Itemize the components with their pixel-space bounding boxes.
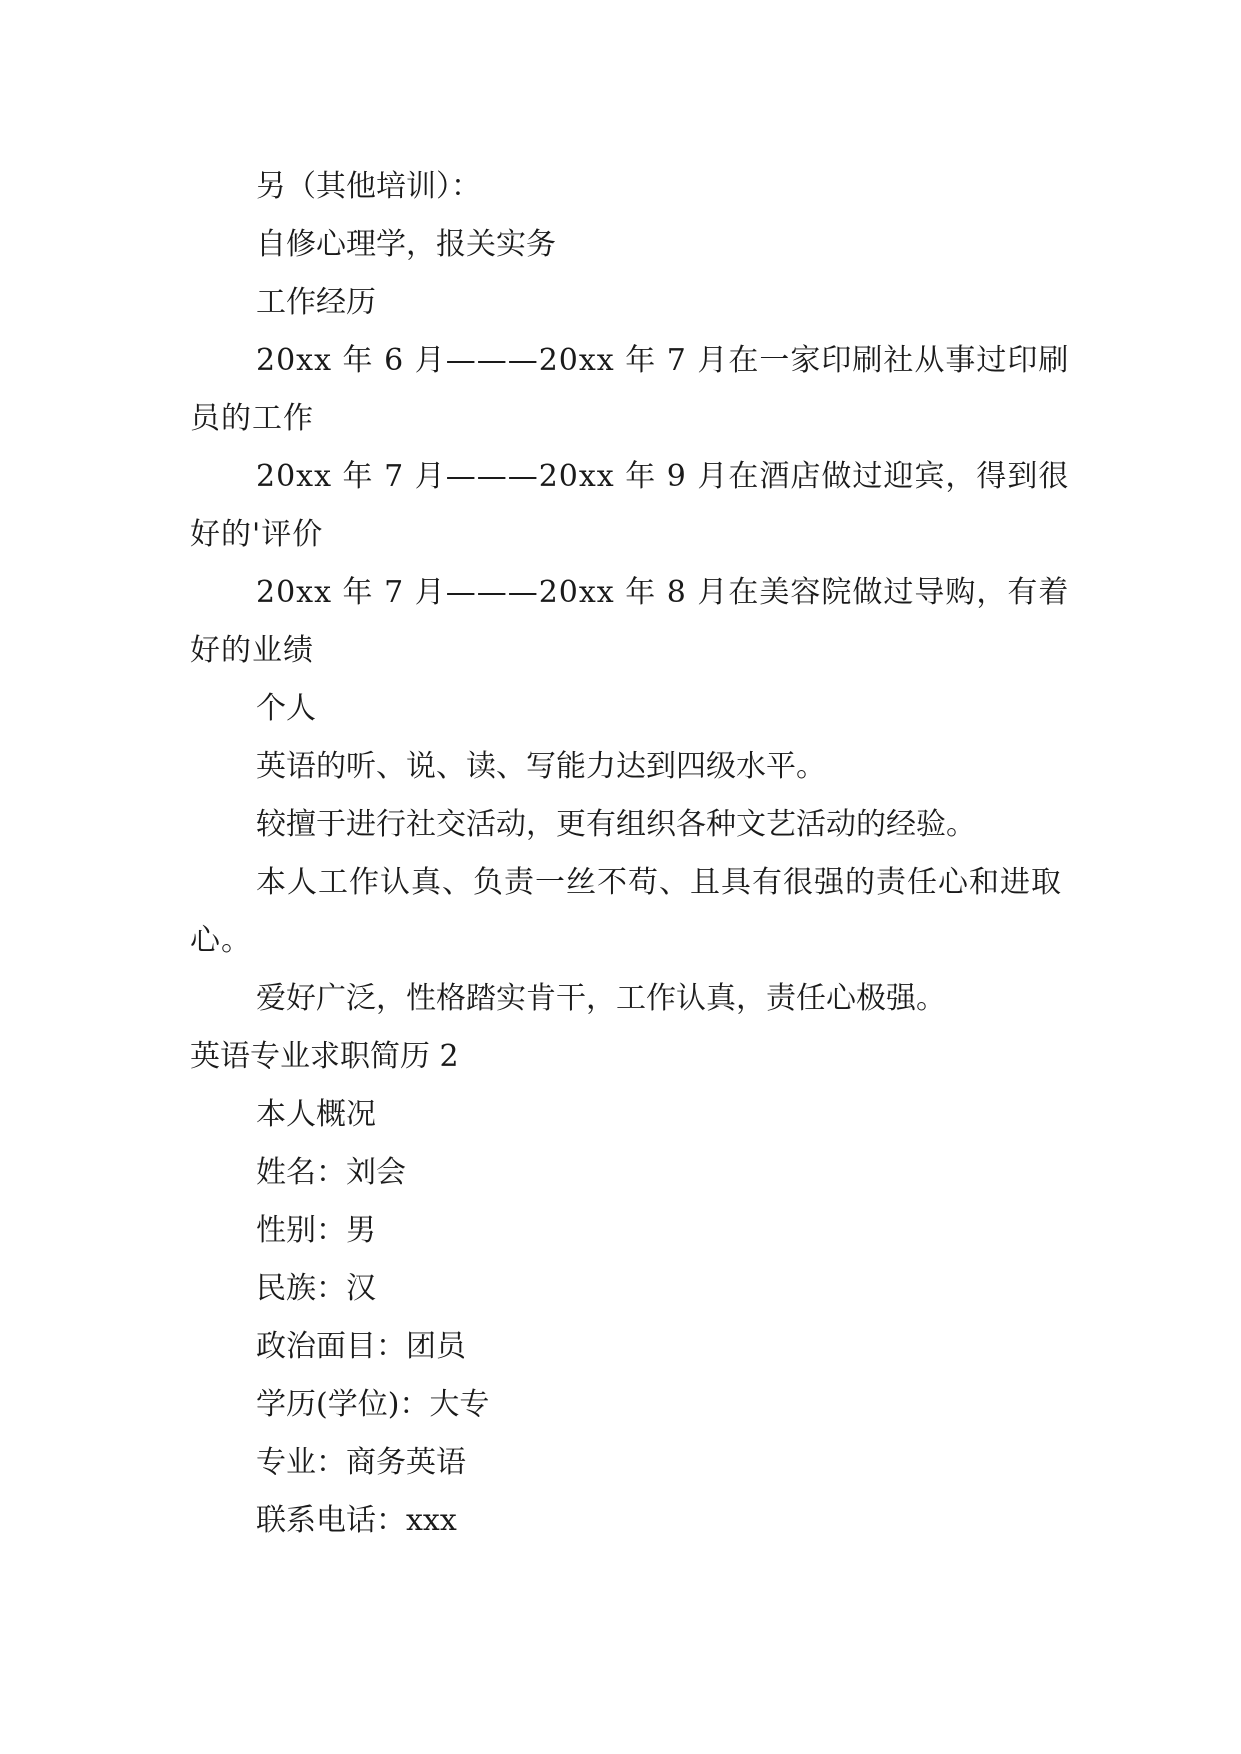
work-item-printing: 20xx 年 6 月———20xx 年 7 月在一家印刷社从事过印刷员的工作 xyxy=(190,343,1070,436)
paragraph-work-attitude: 本人工作认真、负责一丝不苟、且具有很强的责任心和进取心。 xyxy=(190,865,1062,958)
field-education: 学历(学位)：大专 xyxy=(256,1387,490,1422)
work-item-hotel: 20xx 年 7 月———20xx 年 9 月在酒店做过迎宾，得到很好的'评价 xyxy=(190,459,1070,552)
field-political-status: 政治面目：团员 xyxy=(256,1329,466,1364)
heading-work-experience: 工作经历 xyxy=(256,285,376,320)
field-major: 专业：商务英语 xyxy=(256,1445,466,1480)
section-title-resume-2: 英语专业求职简历 2 xyxy=(190,1039,459,1074)
work-item-beauty-salon: 20xx 年 7 月———20xx 年 8 月在美容院做过导购，有着好的业绩 xyxy=(190,575,1070,668)
paragraph-other-training: 另（其他培训）： xyxy=(256,169,481,204)
heading-overview: 本人概况 xyxy=(256,1097,376,1132)
paragraph-social-activities: 较擅于进行社交活动，更有组织各种文艺活动的经验。 xyxy=(256,807,976,842)
field-ethnicity: 民族：汉 xyxy=(256,1271,376,1306)
heading-personal: 个人 xyxy=(256,691,316,726)
paragraph-self-study: 自修心理学，报关实务 xyxy=(256,227,556,262)
field-name: 姓名：刘会 xyxy=(256,1155,406,1190)
paragraph-english-level: 英语的听、说、读、写能力达到四级水平。 xyxy=(256,749,826,784)
field-phone: 联系电话：xxx xyxy=(256,1503,457,1538)
document-body xyxy=(190,158,1070,1550)
paragraph-hobbies: 爱好广泛，性格踏实肯干，工作认真，责任心极强。 xyxy=(256,981,946,1016)
field-gender: 性别：男 xyxy=(256,1213,376,1248)
